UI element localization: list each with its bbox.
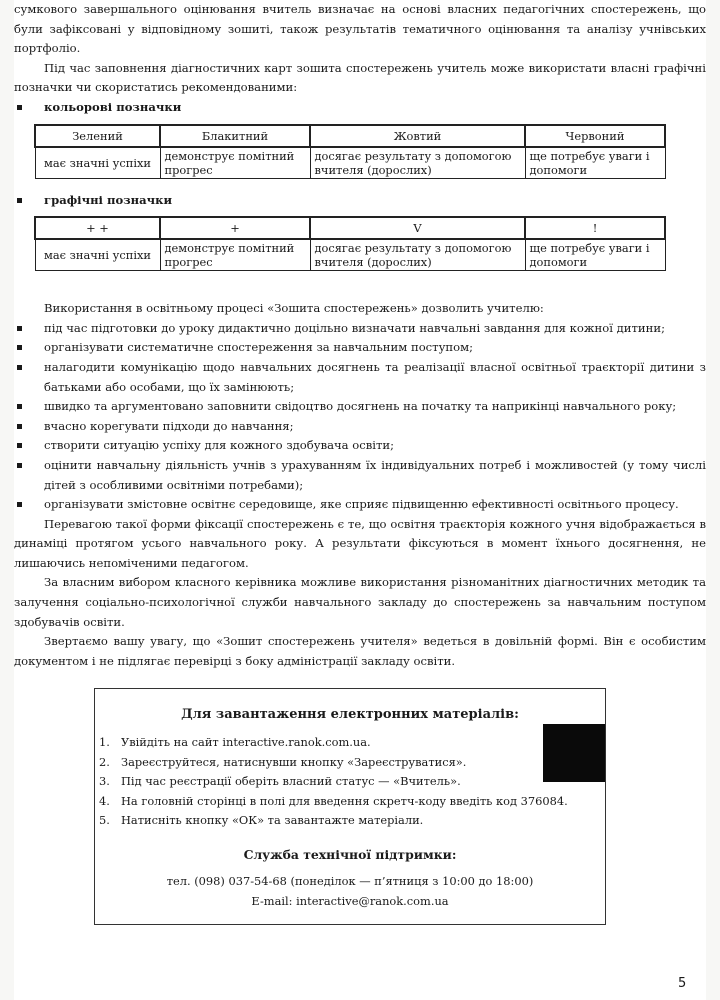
support-phone: тел. (098) 037-54-68 (понеділок — п’ятниця з 10:00 до 18:00) [166,874,534,888]
download-title: Для завантаження електронних матеріалів: [181,707,519,722]
bullet-icon [17,345,22,350]
bullet-icon [17,424,22,429]
usage-intro: Використання в освітньому процесі «Зошита спостережень» дозволить учителю: [44,301,544,316]
advantage-paragraph: Перевагою такої форми фіксації спостережень є те, що освітня траєкторія кожного учня відображається в динаміці протягом усього навчального року. А результати фіксуються в момент їхнього досягнення, не лишаючись непоміченими педагогом. [14,516,706,570]
page-number: 5 [678,976,687,991]
table-cell: демонструє помітний прогрес [160,239,310,271]
table-cell: демонструє помітний прогрес [160,147,310,179]
step-item: 2. Зареєструйтеся, натиснувши кнопку «Зареєструватися». [99,754,467,769]
bullet-icon [17,463,22,468]
table-cell: ще потребує уваги і допомоги [525,239,665,271]
table-cell: ще потребує уваги і допомоги [525,147,665,179]
marks-intro-paragraph: Під час заповнення діагностичних карт зошита спостережень учитель може використати власні графічні позначки чи скористатись рекомендованими: [14,60,706,95]
table-cell: має значні успіхи [35,147,160,179]
table-header-row [35,217,665,239]
list-item: організувати змістовне освітнє середовище, яке сприяє підвищенню ефективності освітнього процесу. [14,495,706,515]
list-item: під час підготовки до уроку дидактично доцільно визначати навчальні завдання для кожної дитини; [14,319,706,339]
download-steps [99,733,569,831]
bullet-icon [17,502,22,507]
step-item: 4. На головній сторінці в полі для введення скретч-коду введіть код 376084. [99,793,568,808]
table-cell: має значні успіхи [35,239,160,271]
table-header: + [160,217,310,239]
color-marks-heading: кольорові позначки [14,98,706,118]
bullet-icon [17,404,22,409]
list-item: оцінити навчальну діяльність учнів з урахуванням їх індивідуальних потреб і можливостей (у тому числі дітей з особливими освітніми потребами); [14,456,706,495]
bullet-icon [17,105,22,110]
table-header: + + [35,217,160,239]
bullet-icon [17,198,22,203]
table-header: V [310,217,525,239]
support-title: Служба технічної підтримки: [243,847,457,862]
color-marks-table [34,124,666,179]
bullet-icon [17,365,22,370]
download-instructions-box [94,688,606,925]
list-item: швидко та аргументовано заповнити свідоцтво досягнень на початку та наприкінці навчального року; [14,397,706,417]
step-item: 3. Під час реєстрації оберіть власний статус — «Вчитель». [99,774,461,789]
graphic-marks-heading: графічні позначки [14,191,706,211]
table-row [35,147,665,179]
table-header: Блакитний [160,125,310,147]
intro-paragraph: сумкового завершального оцінювання вчитель визначає на основі власних педагогічних спостережень, що були зафіксовані у відповідному зошиті, також результатів тематичного оцінювання та аналізу учнівських портфоліо. [14,2,706,56]
table-cell: досягає результату з допомогою вчителя (дорослих) [310,239,525,271]
table-header-row [35,125,665,147]
table-header: Жовтий [310,125,525,147]
table-header: Червоний [525,125,665,147]
attention-paragraph: Звертаємо вашу увагу, що «Зошит спостережень учителя» ведеться в довільній формі. Він є особистим документом і не підлягає перевірці з боку адміністрації закладу освіти. [14,634,706,668]
list-item: організувати систематичне спостереження за навчальним поступом; [14,338,706,358]
bullet-icon [17,326,22,331]
table-row [35,239,665,271]
list-item: налагодити комунікацію щодо навчальних досягнень та реалізації власної освітньої траєкторії дитини з батьками або особами, що їх замінюють; [14,358,706,397]
table-header: ! [525,217,665,239]
list-item: вчасно корегувати підходи до навчання; [14,417,706,437]
step-item: 1. Увійдіть на сайт interactive.ranok.com.ua. [99,735,371,749]
list-item: створити ситуацію успіху для кожного здобувача освіти; [14,436,706,456]
choice-paragraph: За власним вибором класного керівника можливе використання різноманітних діагностичних методик та залучення соціально-психологічної служби навчального закладу до спостережень за навчальним поступом здобувачів освіти. [14,575,706,629]
graphic-marks-table [34,216,666,271]
table-cell: досягає результату з допомогою вчителя (дорослих) [310,147,525,179]
page [14,0,706,1000]
step-item: 5. Натисніть кнопку «ОК» та завантажте матеріали. [99,813,424,828]
table-header: Зелений [35,125,160,147]
bullet-icon [17,443,22,448]
page-content [14,0,706,671]
usage-list [14,319,706,515]
support-email: E-mail: interactive@ranok.com.ua [251,894,449,908]
